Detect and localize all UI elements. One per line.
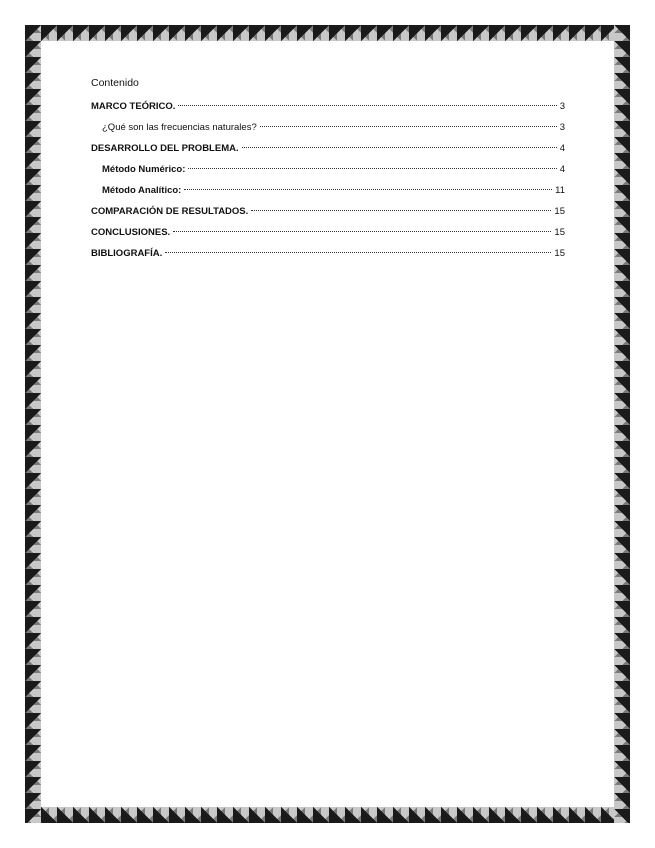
- toc-entry-title: COMPARACIÓN DE RESULTADOS.: [91, 206, 249, 217]
- toc-entry-page: 15: [554, 248, 565, 259]
- page-border-right: [614, 25, 630, 823]
- toc-leader-dots: [260, 125, 557, 127]
- toc-leader-dots: [184, 188, 552, 190]
- toc-leader-dots: [178, 104, 556, 106]
- toc-entry-page: 3: [559, 122, 565, 133]
- toc-entry-conclusiones[interactable]: [91, 222, 565, 243]
- toc-entry-page: 3: [559, 101, 565, 112]
- toc-entry-page: 11: [555, 185, 565, 196]
- toc-entry-title: MARCO TEÓRICO.: [91, 101, 176, 112]
- toc-leader-dots: [165, 251, 551, 253]
- toc-entry-page: 15: [554, 227, 565, 238]
- toc-entry-title: Método Numérico:: [102, 164, 186, 175]
- toc-leader-dots: [188, 167, 556, 169]
- toc-entry-title: ¿Qué son las frecuencias naturales?: [102, 122, 257, 133]
- toc-entry-frecuencias-naturales[interactable]: [91, 117, 565, 138]
- page-border-top: [25, 25, 630, 41]
- toc-entry-comparacion-resultados[interactable]: [91, 201, 565, 222]
- toc-entry-title: CONCLUSIONES.: [91, 227, 171, 238]
- toc-entry-marco-teorico[interactable]: [91, 96, 565, 117]
- table-of-contents: [91, 74, 565, 264]
- page-border-left: [25, 25, 41, 823]
- toc-entry-bibliografia[interactable]: [91, 243, 565, 264]
- toc-entry-page: 15: [554, 206, 565, 217]
- page-border-bottom: [25, 807, 630, 823]
- toc-entry-title: Método Analítico:: [102, 185, 182, 196]
- toc-leader-dots: [251, 209, 551, 211]
- toc-leader-dots: [242, 146, 557, 148]
- toc-entry-desarrollo-problema[interactable]: [91, 138, 565, 159]
- toc-entry-metodo-numerico[interactable]: [91, 159, 565, 180]
- toc-leader-dots: [173, 230, 551, 232]
- toc-entry-metodo-analitico[interactable]: [91, 180, 565, 201]
- toc-entry-title: DESARROLLO DEL PROBLEMA.: [91, 143, 239, 154]
- toc-entry-page: 4: [559, 143, 565, 154]
- toc-heading: Contenido: [91, 77, 139, 89]
- toc-entry-page: 4: [559, 164, 565, 175]
- toc-entry-title: BIBLIOGRAFÍA.: [91, 248, 163, 259]
